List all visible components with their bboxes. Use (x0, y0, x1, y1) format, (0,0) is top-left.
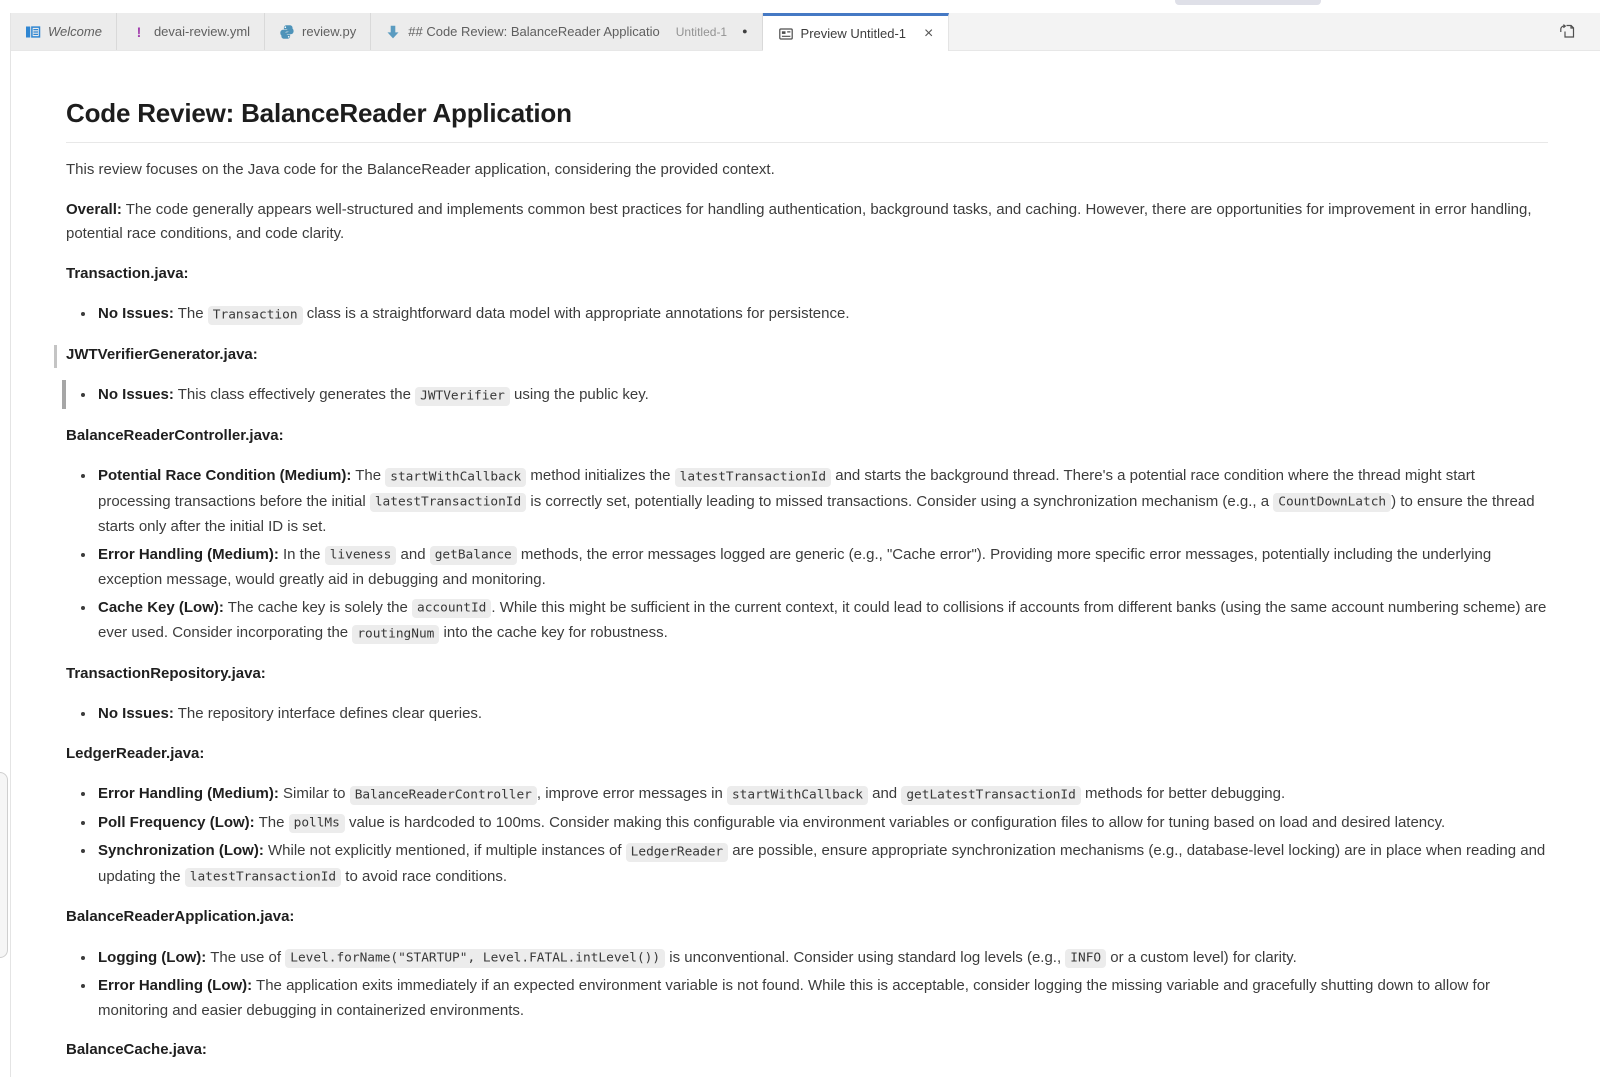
bold-text: Potential Race Condition (Medium): (98, 467, 352, 484)
inline-code: accountId (412, 599, 491, 618)
active-line-indicator (54, 345, 57, 368)
text-run: The repository interface defines clear queries. (173, 705, 483, 722)
tab-label: devai-review.yml (153, 24, 251, 39)
text-run: ) to ensure the thread starts only after the initial ID is set. (98, 492, 1535, 535)
yaml-icon: ! (136, 23, 142, 40)
file-section-heading (66, 905, 1548, 930)
text-run: The cache key is solely the (223, 598, 413, 616)
review-list (66, 701, 1548, 727)
bold-text: BalanceReaderController.java: (66, 426, 284, 444)
tab-bar-spacer (949, 13, 1557, 50)
text-run: are possible, ensure appropriate synchronization mechanisms (e.g., database-level locking) are in place when reading and updating the (98, 842, 1546, 885)
text-run: methods, the error messages logged are generic (e.g., "Cache error"). Providing more specific error messages, potentially including the underlying exception message, would greatly aid in debugging and monitoring. (98, 545, 1492, 588)
inline-code: pollMs (289, 814, 345, 833)
bold-text: Transaction.java: (66, 264, 189, 282)
text-run: The (254, 813, 289, 831)
text-run: methods for better debugging. (1080, 785, 1286, 802)
tab-review-py[interactable] (265, 13, 371, 50)
inline-code: BalanceReaderController (350, 786, 537, 805)
markdown-body (11, 51, 1600, 1063)
python-icon (279, 24, 295, 40)
active-line-indicator (62, 380, 66, 409)
welcome-icon (25, 24, 41, 40)
bold-text: Poll Frequency (Low): (98, 813, 255, 831)
text-run: In the (278, 545, 325, 563)
text-run: The use of (206, 948, 286, 966)
review-item (96, 542, 1548, 593)
bold-text: Overall: (66, 200, 122, 218)
editor-actions (1557, 13, 1600, 50)
file-section-heading (66, 343, 1548, 368)
text-run: The (173, 305, 208, 322)
bold-text: Synchronization (Low): (98, 842, 264, 859)
text-run: The code generally appears well-structured and implements common best practices for handling authentication, background tasks, and caching. However, there are opportunities for improvement in error handling, potential race conditions, and code clarity. (66, 200, 1532, 242)
open-preview-source-icon[interactable] (1557, 21, 1578, 42)
review-item (96, 810, 1548, 837)
bold-text: BalanceReaderApplication.java: (66, 908, 295, 925)
text-run: value is hardcoded to 100ms. Consider making this configurable via environment variables or configuration files to allow for tuning based on load and desired latency. (344, 813, 1446, 831)
inline-code: getBalance (430, 546, 517, 565)
inline-code: Level.forName("STARTUP", Level.FATAL.intLevel()) (285, 949, 665, 968)
review-item (96, 973, 1548, 1023)
review-list (66, 945, 1548, 1024)
bold-text: No Issues: (98, 386, 174, 403)
paragraph (66, 198, 1548, 247)
inline-code: startWithCallback (385, 468, 526, 487)
inline-code: Transaction (208, 306, 303, 325)
inline-code: routingNum (352, 625, 439, 644)
file-section-heading (66, 662, 1548, 687)
inline-code: liveness (325, 546, 397, 565)
tab-label: Welcome (48, 24, 102, 39)
tab-devai-review-yml[interactable] (117, 13, 265, 50)
review-list (66, 382, 1548, 409)
bold-text: BalanceCache.java: (66, 1041, 207, 1058)
window-top-strip (0, 0, 1600, 13)
tab-label: ## Code Review: BalanceReader Applicatio (408, 24, 660, 39)
text-run: or a custom level) for clarity. (1106, 948, 1297, 966)
markdown-preview-icon (778, 26, 794, 42)
file-section-heading (66, 424, 1548, 449)
bold-text: No Issues: (98, 705, 174, 722)
review-item (96, 301, 1548, 328)
review-item (96, 595, 1548, 647)
text-run: The application exits immediately if an expected environment variable is not found. While this is acceptable, consider logging the missing variable and gracefully shutting down to allow for monitoring and easier debugging in containerized environments. (98, 977, 1491, 1019)
dirty-indicator-icon: ● (742, 26, 748, 36)
inline-code: LedgerReader (626, 843, 728, 862)
text-run: class is a straightforward data model with appropriate annotations for persistence. (302, 305, 850, 322)
text-run: method initializes the (526, 467, 675, 484)
bold-text: JWTVerifierGenerator.java: (66, 345, 258, 363)
text-run: and (396, 545, 430, 563)
tab-welcome[interactable] (11, 13, 117, 50)
text-run: Code Review: BalanceReader Application (66, 98, 572, 128)
inline-code: latestTransactionId (185, 868, 341, 887)
text-run: is correctly set, potentially leading to missed transactions. Consider using a synchronization mechanism (e.g., a (526, 492, 1274, 510)
text-run: While not explicitly mentioned, if multiple instances of (263, 842, 626, 859)
text-run: and (867, 785, 902, 802)
inline-code: latestTransactionId (675, 468, 831, 487)
inline-code: startWithCallback (727, 786, 868, 805)
text-run: to avoid race conditions. (341, 867, 508, 885)
review-item (96, 781, 1548, 808)
text-run: Similar to (278, 785, 350, 802)
markdown-icon (385, 24, 401, 40)
review-list (66, 463, 1548, 647)
text-run: . While this might be sufficient in the current context, it could lead to collisions if accounts from different banks (using the same account numbering scheme) are ever used. Consider incorporating the (98, 598, 1547, 641)
bold-text: Cache Key (Low): (98, 598, 224, 616)
inline-code: JWTVerifier (415, 387, 510, 406)
text-run: The (351, 467, 386, 484)
text-run: into the cache key for robustness. (439, 624, 668, 641)
page-title (66, 97, 1548, 143)
inline-code: latestTransactionId (370, 493, 526, 512)
review-item (96, 945, 1548, 972)
review-item (96, 382, 1548, 409)
text-run: This class effectively generates the (173, 386, 416, 403)
text-run: is unconventional. Consider using standard log levels (e.g., (665, 948, 1066, 966)
inline-code: getLatestTransactionId (901, 786, 1081, 805)
review-list (66, 781, 1548, 890)
left-scrollbar-thumb[interactable] (0, 772, 8, 958)
bold-text: Logging (Low): (98, 948, 207, 966)
text-run: This review focuses on the Java code for the BalanceReader application, considering the provided context. (66, 161, 775, 178)
tab-preview-untitled-1[interactable] (763, 13, 950, 51)
editor-tab-bar (11, 13, 1600, 51)
tab-code-review-markdown[interactable] (371, 13, 762, 50)
tab-label: review.py (302, 24, 357, 39)
inline-code: CountDownLatch (1273, 493, 1391, 512)
tab-label: Preview Untitled-1 (800, 26, 907, 41)
text-run: and starts the background thread. There's a potential race condition where the thread might start processing transactions before the initial (98, 467, 1475, 510)
editor-left-border (10, 13, 11, 1077)
close-icon[interactable]: × (924, 24, 934, 42)
bold-text: Error Handling (Low): (98, 977, 253, 994)
bold-text: TransactionRepository.java: (66, 664, 266, 682)
notification-remnant (1175, 0, 1321, 5)
file-section-heading (66, 1038, 1548, 1063)
text-run: , improve error messages in (536, 785, 727, 802)
bold-text: No Issues: (98, 305, 174, 322)
inline-code: INFO (1065, 949, 1106, 968)
bold-text: Error Handling (Medium): (98, 545, 279, 563)
review-item (96, 838, 1548, 890)
markdown-preview-pane (11, 51, 1600, 1077)
bold-text: LedgerReader.java: (66, 744, 205, 762)
text-run: using the public key. (509, 386, 649, 403)
bold-text: Error Handling (Medium): (98, 785, 279, 802)
file-section-heading (66, 262, 1548, 287)
review-item (96, 701, 1548, 727)
review-item (96, 463, 1548, 540)
tab-secondary-label: Untitled-1 (675, 24, 728, 39)
file-section-heading (66, 742, 1548, 767)
paragraph (66, 158, 1548, 183)
review-list (66, 301, 1548, 328)
